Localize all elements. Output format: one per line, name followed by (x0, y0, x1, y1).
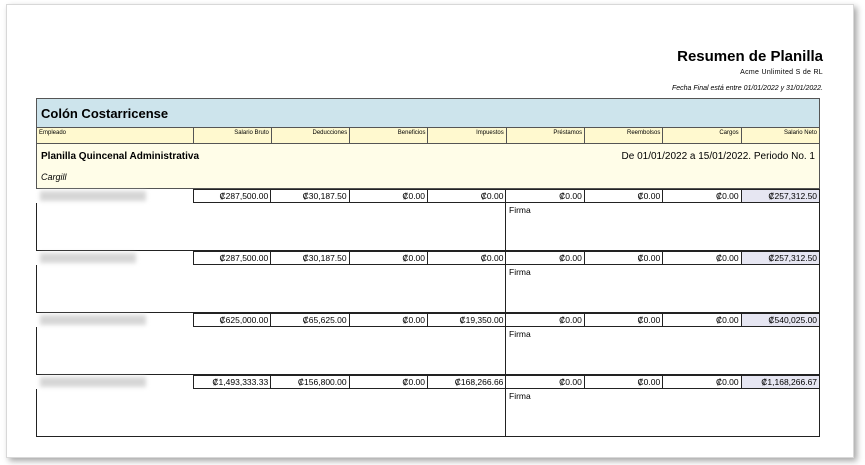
signature-row (36, 203, 820, 251)
column-header-row (36, 128, 820, 144)
date-filter-note: Fecha Final está entre 01/01/2022 y 31/01/2022. (672, 85, 823, 92)
cell-deducciones: ₡156,800.00 (271, 375, 349, 389)
cell-neto: ₡257,312.50 (742, 251, 820, 265)
cell-prestamos: ₡0.00 (506, 251, 584, 265)
cell-prestamos: ₡0.00 (506, 313, 584, 327)
report-title: Resumen de Planilla (677, 48, 823, 65)
cell-prestamos: ₡0.00 (506, 375, 584, 389)
cell-deducciones: ₡30,187.50 (271, 189, 349, 203)
report-page (6, 4, 854, 458)
signature-row (36, 389, 820, 437)
cell-bruto: ₡625,000.00 (193, 313, 271, 327)
cell-beneficios: ₡0.00 (350, 251, 428, 265)
cell-reembolsos: ₡0.00 (585, 313, 663, 327)
signature-blank (36, 327, 506, 375)
signature-blank (36, 389, 506, 437)
cell-deducciones: ₡65,625.00 (271, 313, 349, 327)
currency-header: Colón Costarricense (36, 98, 820, 128)
cell-cargos: ₡0.00 (663, 375, 741, 389)
cell-neto: ₡257,312.50 (742, 189, 820, 203)
cell-bruto: ₡287,500.00 (193, 189, 271, 203)
employee-name-redacted (36, 313, 193, 327)
cell-impuestos: ₡19,350.00 (428, 313, 506, 327)
cell-beneficios: ₡0.00 (350, 375, 428, 389)
planilla-header (36, 144, 820, 169)
signature-blank (36, 203, 506, 251)
cell-reembolsos: ₡0.00 (585, 189, 663, 203)
column-header: Empleado (37, 128, 194, 144)
cell-neto: ₡1,168,266.67 (742, 375, 820, 389)
cell-prestamos: ₡0.00 (506, 189, 584, 203)
cell-bruto: ₡287,500.00 (193, 251, 271, 265)
cell-deducciones: ₡30,187.50 (271, 251, 349, 265)
employee-name-redacted (36, 375, 193, 389)
table-row (36, 313, 820, 327)
table-row (36, 375, 820, 389)
company-name: Acme Unlimited S de RL (740, 69, 823, 76)
cell-reembolsos: ₡0.00 (585, 251, 663, 265)
cell-bruto: ₡1,493,333.33 (193, 375, 271, 389)
employee-name-redacted (36, 189, 193, 203)
cell-cargos: ₡0.00 (663, 189, 741, 203)
column-header: Beneficios (350, 128, 428, 144)
planilla-name: Planilla Quincenal Administrativa (41, 151, 200, 162)
column-header: Salario Neto (742, 128, 820, 144)
table-row (36, 189, 820, 203)
signature-blank (36, 265, 506, 313)
column-header: Préstamos (507, 128, 585, 144)
column-header: Salario Bruto (194, 128, 272, 144)
signature-label: Firma (506, 389, 820, 437)
cell-impuestos: ₡168,266.66 (428, 375, 506, 389)
cell-cargos: ₡0.00 (663, 251, 741, 265)
column-header: Reembolsos (585, 128, 663, 144)
signature-label: Firma (506, 327, 820, 375)
signature-label: Firma (506, 265, 820, 313)
torn-edge (7, 435, 853, 457)
cell-impuestos: ₡0.00 (428, 251, 506, 265)
column-header: Deducciones (272, 128, 350, 144)
cell-cargos: ₡0.00 (663, 313, 741, 327)
cell-beneficios: ₡0.00 (350, 313, 428, 327)
cell-beneficios: ₡0.00 (350, 189, 428, 203)
column-header: Cargos (663, 128, 741, 144)
signature-label: Firma (506, 203, 820, 251)
column-header: Impuestos (428, 128, 506, 144)
signature-row (36, 327, 820, 375)
planilla-period: De 01/01/2022 a 15/01/2022. Periodo No. 1 (621, 151, 815, 162)
table-row (36, 251, 820, 265)
report-table (36, 98, 820, 437)
signature-row (36, 265, 820, 313)
group-name: Cargill (36, 169, 820, 189)
employee-name-redacted (36, 251, 193, 265)
cell-neto: ₡540,025.00 (742, 313, 820, 327)
cell-reembolsos: ₡0.00 (585, 375, 663, 389)
cell-impuestos: ₡0.00 (428, 189, 506, 203)
